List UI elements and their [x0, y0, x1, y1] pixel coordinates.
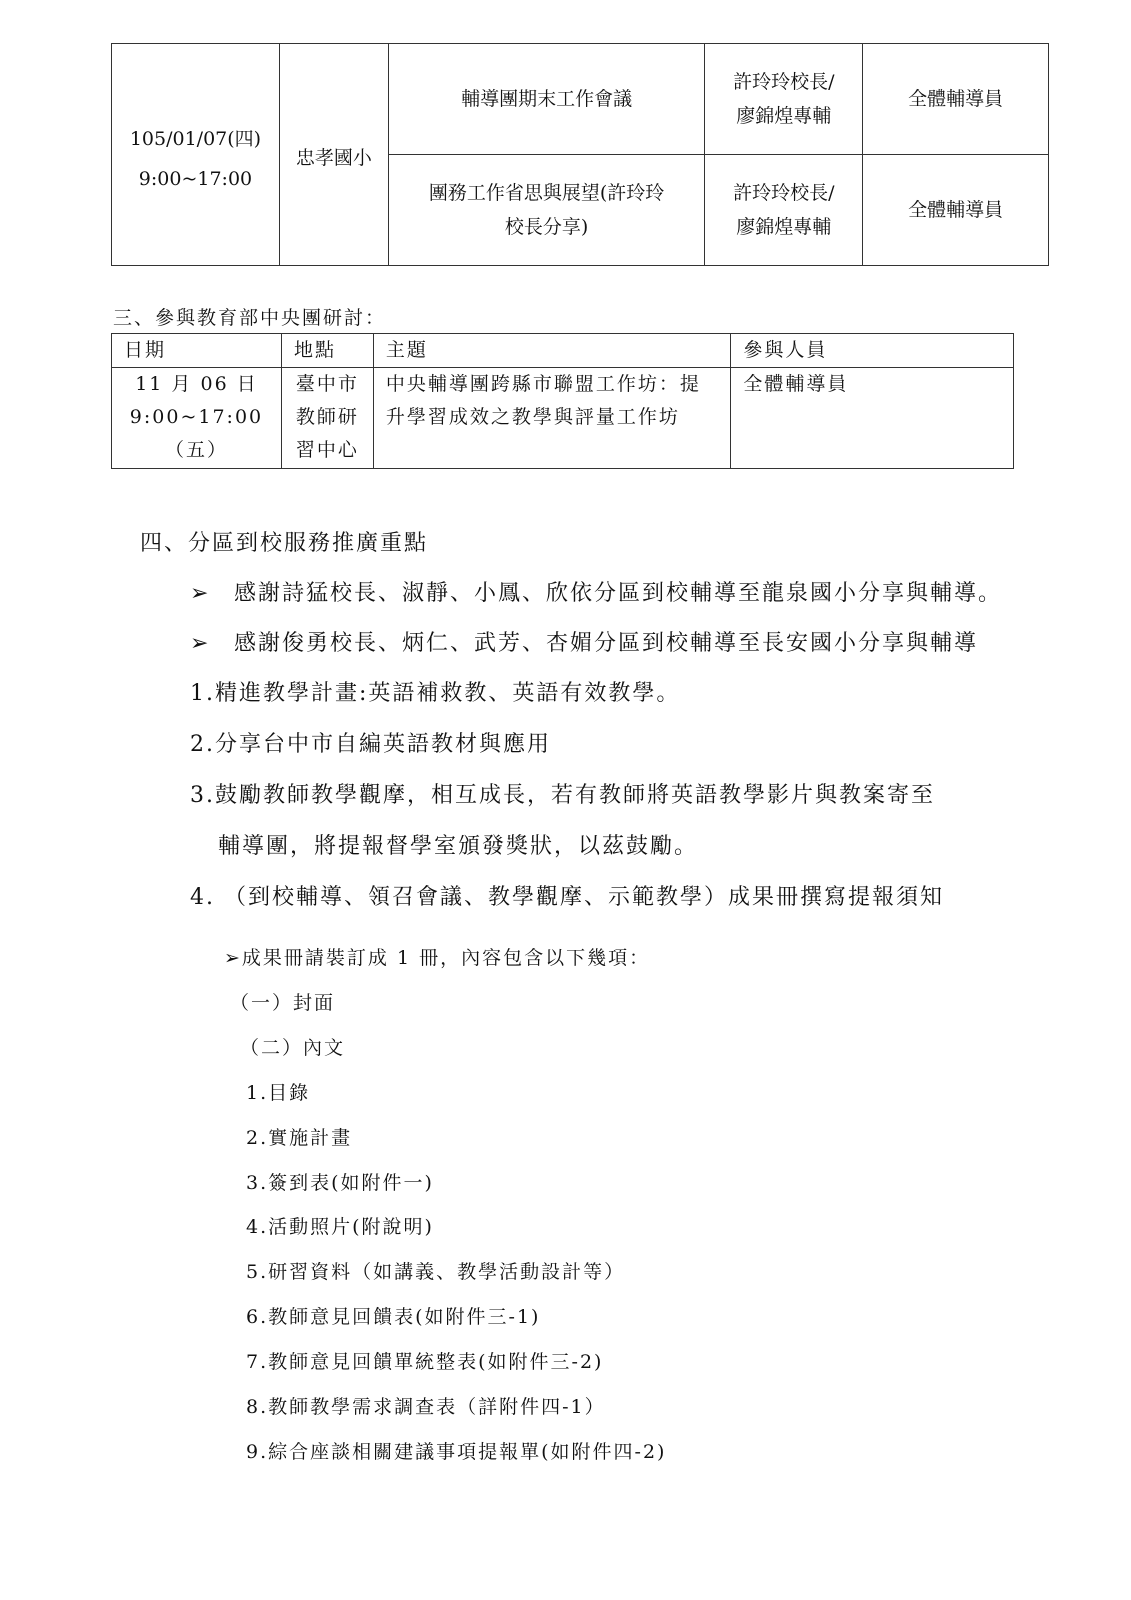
- list-item: 4.活動照片(附說明): [246, 1216, 434, 1238]
- date-line: 11 月 06 日: [135, 373, 258, 395]
- numbered-item: 3.鼓勵教師教學觀摩，相互成長，若有教師將英語教學影片與教案寄至: [190, 783, 935, 808]
- topic-cell: 輔導團期末工作會議: [388, 44, 705, 155]
- bullet-text: 感謝詩猛校長、淑靜、小鳳、欣依分區到校輔導至龍泉國小分享與輔導。: [234, 581, 1003, 606]
- arrow-bullet-icon: ➢: [224, 947, 242, 969]
- place-cell: [281, 368, 373, 469]
- arrow-bullet-icon: ➢: [190, 631, 211, 656]
- arrow-bullet-icon: ➢: [190, 581, 211, 606]
- leader-line: 許玲玲校長/: [733, 182, 835, 204]
- table-row: [112, 44, 1049, 155]
- attendees-cell: 全體輔導員: [863, 44, 1049, 155]
- topic-cell: [388, 155, 705, 266]
- sub-bullet-text: 成果冊請裝訂成 1 冊，內容包含以下幾項：: [241, 947, 651, 969]
- numbered-item: 2.分享台中市自編英語教材與應用: [190, 732, 551, 757]
- header-topic: 主題: [373, 334, 731, 368]
- central-seminar-table: [111, 333, 1014, 469]
- date-cell: [112, 368, 282, 469]
- list-item: 7.教師意見回饋單統整表(如附件三-2): [246, 1351, 604, 1373]
- numbered-item: 1.精進教學計畫:英語補救教、英語有效教學。: [190, 681, 681, 706]
- header-attendees: 參與人員: [731, 334, 1014, 368]
- leader-line: 許玲玲校長/: [733, 71, 835, 93]
- topic-cell: [373, 368, 731, 469]
- leader-cell: [705, 44, 863, 155]
- sub-section-heading: （一）封面: [230, 992, 336, 1014]
- bullet-text: 感謝俊勇校長、炳仁、武芳、杏媚分區到校輔導至長安國小分享與輔導: [234, 631, 979, 656]
- list-item: 5.研習資料（如講義、教學活動設計等）: [246, 1261, 626, 1283]
- time-text: 9:00~17:00: [138, 167, 253, 190]
- place-line: 習中心: [295, 439, 359, 461]
- list-item: 8.教師教學需求調查表（詳附件四-1）: [246, 1396, 606, 1418]
- leader-line: 廖錦煌專輔: [736, 216, 832, 238]
- place-line: 教師研: [295, 406, 359, 428]
- list-item: 6.教師意見回饋表(如附件三-1): [246, 1306, 541, 1328]
- numbered-item-continuation: 輔導團，將提報督學室頒發獎狀，以茲鼓勵。: [218, 834, 699, 859]
- table-header-row: [112, 334, 1014, 368]
- attendees-cell: 全體輔導員: [731, 368, 1014, 469]
- leader-cell: [705, 155, 863, 266]
- bullet-item: [190, 626, 978, 657]
- date-cell: [112, 44, 280, 266]
- topic-line: 校長分享): [504, 216, 589, 238]
- topic-line: 團務工作省思與展望(許玲玲: [428, 182, 665, 204]
- schedule-table: [111, 43, 1049, 266]
- list-item: 3.簽到表(如附件一): [246, 1172, 434, 1194]
- section3-title: 三、參與教育部中央團研討：: [113, 307, 387, 329]
- topic-line: 中央輔導團跨縣市聯盟工作坊：提: [385, 373, 701, 395]
- list-item: 2.實施計畫: [246, 1127, 353, 1149]
- leader-line: 廖錦煌專輔: [736, 105, 832, 127]
- date-text: 105/01/07(四): [129, 127, 262, 150]
- time-line: 9:00~17:00: [129, 406, 264, 428]
- list-item: 1.目錄: [246, 1082, 311, 1104]
- weekday-line: （五）: [164, 439, 228, 461]
- bullet-item: [190, 576, 1002, 607]
- header-place: 地點: [281, 334, 373, 368]
- sub-bullet: [224, 943, 650, 970]
- place-cell: 忠孝國小: [279, 44, 388, 266]
- topic-line: 升學習成效之教學與評量工作坊: [385, 406, 680, 428]
- attendees-cell: 全體輔導員: [863, 155, 1049, 266]
- numbered-item: 4. （到校輔導、領召會議、教學觀摩、示範教學）成果冊撰寫提報須知: [190, 885, 944, 910]
- place-line: 臺中市: [295, 373, 359, 395]
- table-row: [112, 368, 1014, 469]
- sub-section-heading: （二）內文: [240, 1037, 346, 1059]
- section4-title: 四、分區到校服務推廣重點: [140, 531, 429, 556]
- header-date: 日期: [112, 334, 282, 368]
- list-item: 9.綜合座談相關建議事項提報單(如附件四-2): [246, 1441, 667, 1463]
